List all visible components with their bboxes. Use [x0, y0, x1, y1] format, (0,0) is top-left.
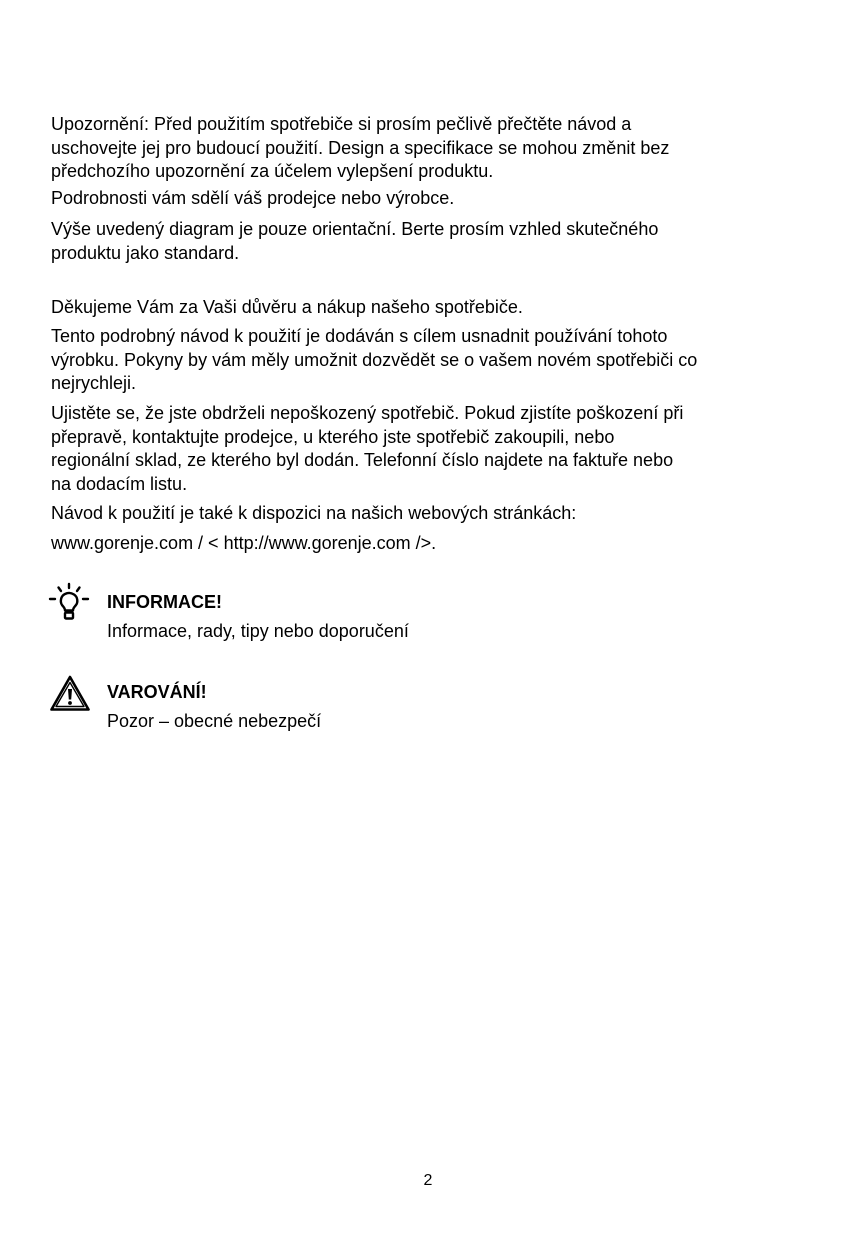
lightbulb-icon	[48, 582, 90, 624]
damage-check-line: Ujistěte se, že jste obdrželi nepoškozený spotřebič. Pokud zjistíte poškození při	[51, 403, 684, 423]
purpose-line: nejrychleji.	[51, 373, 137, 393]
info-title: INFORMACE!	[107, 592, 222, 612]
notice-paragraph	[51, 113, 801, 184]
disclaimer-line: produktu jako standard.	[51, 242, 240, 263]
notice-line: předchozího upozornění za účelem vylepšení produktu.	[51, 161, 494, 181]
damage-check-paragraph	[51, 402, 801, 496]
website-paragraph	[51, 532, 801, 556]
notice-line: Upozornění: Před použitím spotřebiče si prosím pečlivě přečtěte návod a	[51, 114, 632, 134]
manual-availability-paragraph	[51, 502, 801, 526]
website-link[interactable]: www.gorenje.com / < http://www.gorenje.com />.	[51, 533, 437, 553]
retailer-info-paragraph	[51, 187, 801, 211]
page-number: 2	[423, 1172, 433, 1189]
disclaimer-line: Výše uvedený diagram je pouze orientační. Berte prosím vzhled skutečného	[51, 219, 659, 239]
diagram-disclaimer-paragraph	[51, 218, 801, 265]
warning-description: Pozor – obecné nebezpečí	[107, 711, 322, 731]
warning-triangle-icon	[49, 674, 91, 716]
notice-line: uschovejte jej pro budoucí použití. Design a specifikace se mohou změnit bez	[51, 137, 670, 158]
thanks-paragraph	[51, 296, 801, 320]
thanks-line: Děkujeme Vám za Vaši důvěru a nákup našeho spotřebiče.	[51, 297, 523, 317]
purpose-line: Tento podrobný návod k použití je dodáván s cílem usnadnit používání tohoto	[51, 326, 668, 346]
warning-title: VAROVÁNÍ!	[107, 682, 207, 702]
damage-check-line: přepravě, kontaktujte prodejce, u kterého jste spotřebič zakoupili, nebo	[51, 426, 615, 447]
damage-check-line: na dodacím listu.	[51, 473, 188, 494]
retailer-info-line: Podrobnosti vám sdělí váš prodejce nebo výrobce.	[51, 188, 455, 208]
info-description: Informace, rady, tipy nebo doporučení	[107, 621, 409, 641]
purpose-line: výrobku. Pokyny by vám měly umožnit dozvědět se o vašem novém spotřebiči co	[51, 349, 698, 370]
damage-check-line: regionální sklad, ze kterého byl dodán. Telefonní číslo najdete na faktuře nebo	[51, 450, 674, 470]
manual-availability-line: Návod k použití je také k dispozici na našich webových stránkách:	[51, 503, 577, 523]
purpose-paragraph	[51, 325, 801, 396]
